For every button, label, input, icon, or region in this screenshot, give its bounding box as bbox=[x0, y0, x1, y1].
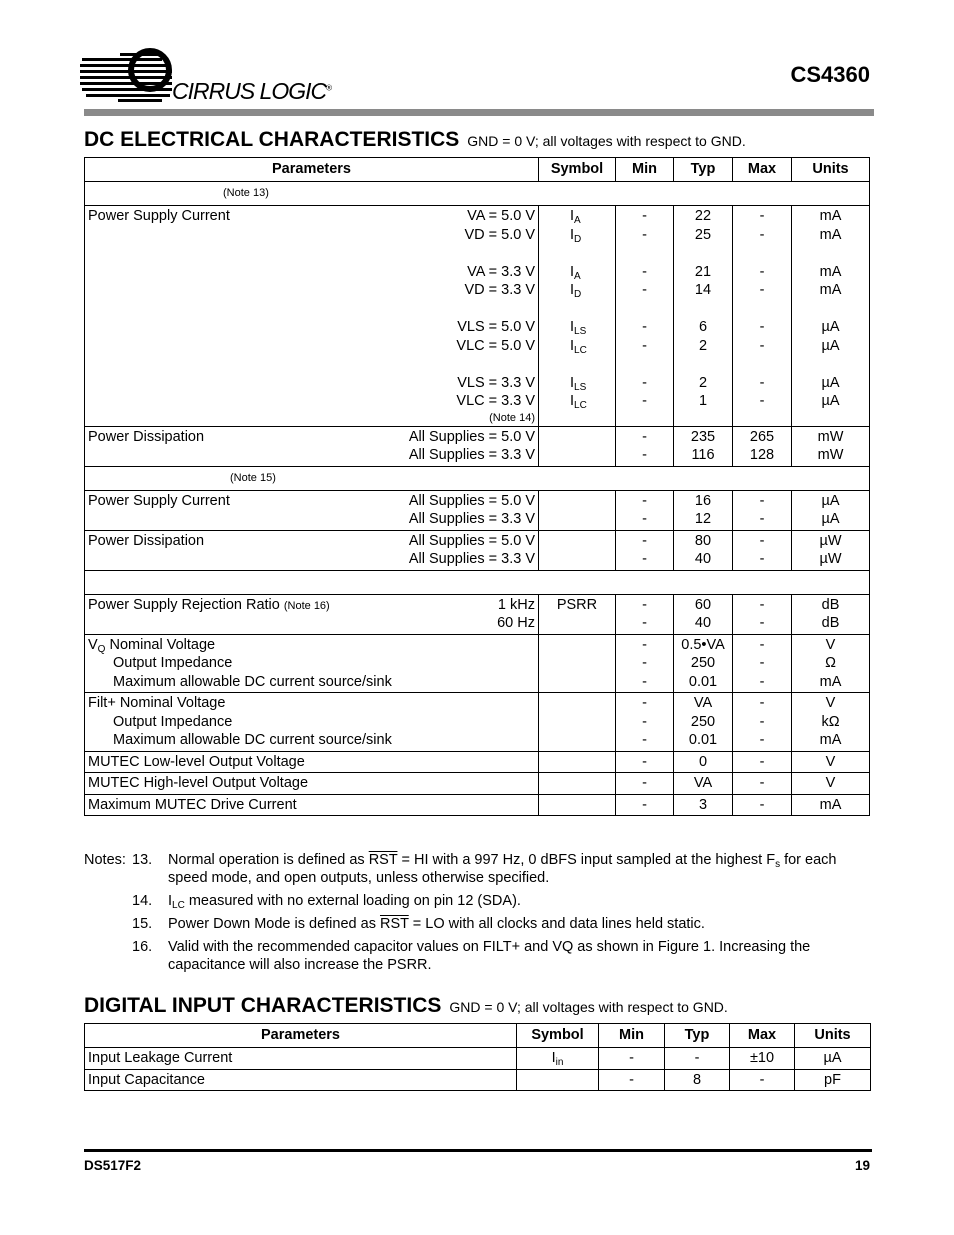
part-number: CS4360 bbox=[790, 62, 870, 87]
dc-section-subtitle: GND = 0 V; all voltages with respect to GND. bbox=[467, 133, 746, 149]
table-row: MUTEC High-level Output Voltage - VA - V bbox=[85, 773, 870, 795]
table-row: $V_Q$ Nominal Voltage Output Impedance Maximum allowable DC current source/sink - - - 0.5•VA 250 0.01 - - - V Ω mA bbox=[85, 634, 870, 693]
table-row: Filt+ Nominal Voltage Output Impedance Maximum allowable DC current source/sink - - - VA 250 0.01 - - - V kΩ mA bbox=[85, 693, 870, 752]
digital-section-subtitle: GND = 0 V; all voltages with respect to GND. bbox=[449, 999, 728, 1015]
table-row: Power Supply Current All Supplies = 5.0 V All Supplies = 3.3 V - - 16 12 - - µA µA bbox=[85, 490, 870, 530]
table-row: (Note 13) bbox=[85, 182, 870, 206]
digital-input-table bbox=[84, 1023, 871, 1091]
table-row: Power Dissipation All Supplies = 5.0 V All Supplies = 3.3 V - - 235 116 265 128 mW mW bbox=[85, 426, 870, 466]
digital-section-title: DIGITAL INPUT CHARACTERISTICS GND = 0 V; all voltages with respect to GND. bbox=[84, 994, 728, 1017]
page-number: 19 bbox=[854, 1158, 870, 1173]
note-16: 16. Valid with the recommended capacitor values on FILT+ and VQ as shown in Figure 1. Increasing the capacitance will also increase the PSRR. bbox=[132, 939, 811, 973]
footer-divider bbox=[84, 1149, 872, 1152]
header-divider bbox=[84, 109, 874, 116]
table-row: MUTEC Low-level Output Voltage - 0 - V bbox=[85, 751, 870, 773]
page-header bbox=[0, 0, 954, 120]
table-row: Input Leakage Current $I_{in}$ - - ±10 µA bbox=[85, 1048, 871, 1070]
notes-section bbox=[84, 851, 874, 979]
table-row: Power Supply Rejection Ratio (Note 16) 1 kHz 60 Hz PSRR - - 60 40 - - dB dB bbox=[85, 594, 870, 634]
dc-characteristics-table bbox=[84, 157, 870, 816]
table-header-row: Parameters Symbol Min Typ Max Units bbox=[85, 1024, 871, 1048]
brand-wordmark: CIRRUS LOGIC® bbox=[172, 78, 332, 104]
table-row bbox=[85, 570, 870, 594]
table-row: Input Capacitance - 8 - pF bbox=[85, 1069, 871, 1091]
table-row: (Note 15) bbox=[85, 466, 870, 490]
note-13: Notes: 13. Normal operation is defined as $\overline{RST}$ = HI with a 997 Hz, 0 dBFS input sampled at the highest $F_s$ for each speed mode, and open outputs, unless otherwise specified. bbox=[84, 852, 837, 886]
document-id: DS517F2 bbox=[84, 1158, 142, 1173]
note-14: 14. $I_{LC}$ measured with no external loading on pin 12 (SDA). bbox=[132, 893, 521, 911]
table-row: Power Dissipation All Supplies = 5.0 V All Supplies = 3.3 V - - 80 40 - - µW µW bbox=[85, 530, 870, 570]
table-header-row: Parameters Symbol Min Typ Max Units bbox=[85, 158, 870, 182]
table-row: Power Supply Current VA = 5.0 V VD = 5.0 V VA = 3.3 V VD = 3.3 V VLS = 5.0 V VLC = 5.0 V VLS = 3.3 V VLC = 3.3 V (Note 14) $I_A$ $I_D$ $I_A$ $I_D$ $I_{LS}$ $I_{LC}$ $I_{LS}$ $I_{LC}$ - - - - - - - - 22 25 21 14 6 2 2 1 - - - - - - - - mA mA mA mA µA µA µA µA bbox=[85, 206, 870, 427]
dc-section-title: DC ELECTRICAL CHARACTERISTICS GND = 0 V; all voltages with respect to GND. bbox=[84, 128, 746, 151]
table-row: Maximum MUTEC Drive Current - 3 - mA bbox=[85, 794, 870, 816]
note-15: 15. Power Down Mode is defined as $\overline{RST}$ = LO with all clocks and data lines held static. bbox=[132, 916, 705, 932]
